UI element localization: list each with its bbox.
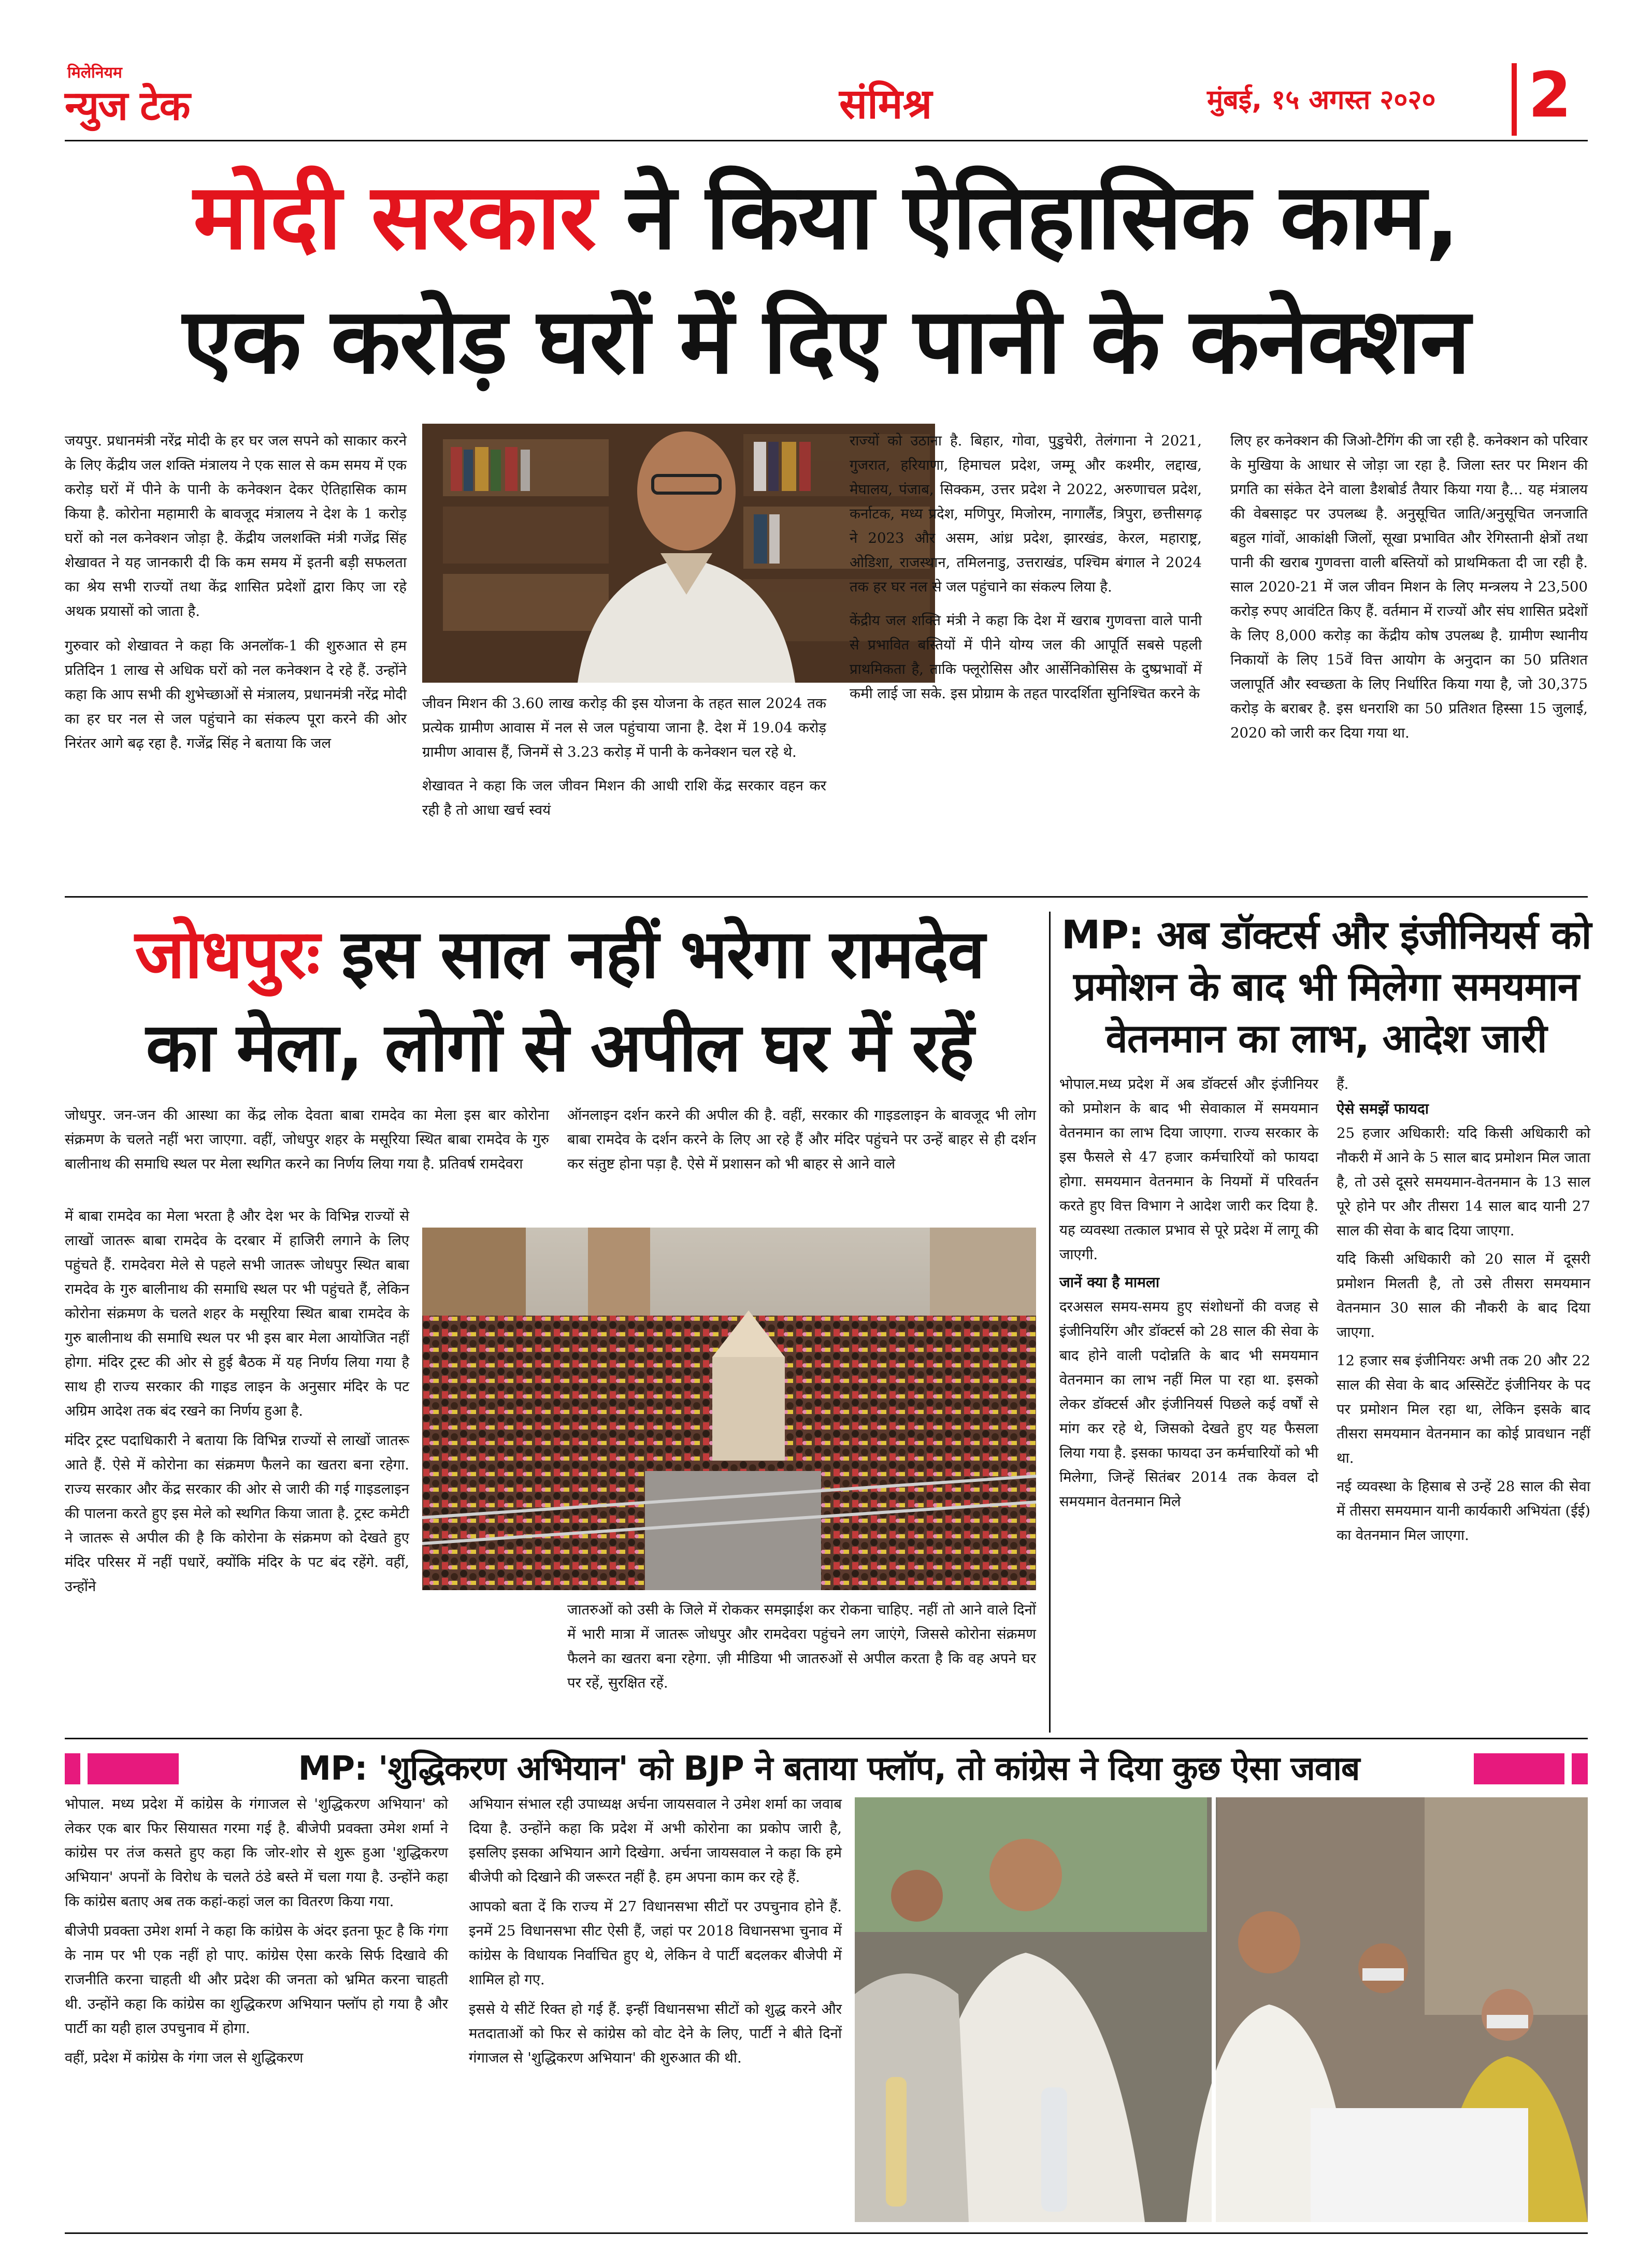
dateline: मुंबई, १५ अगस्त २०२० [1207, 84, 1436, 116]
story2-top-right: ऑनलाइन दर्शन करने की अपील की है. वहीं, सरकार की गाइडलाइन के बावजूद भी लोग बाबा रामदेव के दर्शन करने के लिए आ रहे हैं और मंदिर पहुंचने पर उन्हें बाहर से ही दर्शन कर संतुष्ट होना पड़ा है. ऐसे में प्रशासन को भी बाहर से आने वाले [567, 1107, 1036, 1172]
story4-col2-para2: आपको बता दें कि राज्य में 27 विधानसभा सीटों पर उपचुनाव होने हैं. इनमें 25 विधानसभा सीट ऐसी हैं, जहां पर 2018 विधानसभा चुनाव में कांग्रेस के विधायक निर्वाचित हुए थे, लेकिन वे पार्टी बदलकर बीजेपी में शामिल हो गए. [469, 1898, 842, 1988]
story1-col4 [1230, 429, 1588, 745]
story1-col1-para2: गुरुवार को शेखावत ने कहा कि अनलॉक-1 की शुरुआत से हम प्रतिदिन 1 लाख से अधिक घरों को नल कनेक्शन दे रहे हैं. उन्होंने कहा कि आप सभी की शुभेच्छाओं से मंत्रालय, प्रधानमंत्री नरेंद्र मोदी का हर घर नल से जल पहुंचाने का संकल्प पूरा करने की ओर निरंतर आगे बढ़ रहा है. गजेंद्र सिंह ने बताया कि जल [65, 638, 407, 752]
congress-leaders-art [855, 1797, 1588, 2222]
story3-col1-para2: दरअसल समय-समय हुए संशोधनों की वजह से इंजीनियरिंग और डॉक्टर्स को 28 साल की सेवा के बाद होने वाली पदोन्नति के बाद भी समयमान वेतनमान का लाभ नहीं मिल पा रहा था. इसको लेकर डॉक्टर्स और इंजीनियर्स पिछले कई वर्षों से मांग कर रहे थे, जिसको देखते हुए यह फैसला लिया गया है. इसका फायदा उन कर्मचारियों को भी मिलेगा, जिन्हें सितंबर 2014 तक केवल दो समयमान वेतनमान मिले [1059, 1299, 1318, 1510]
story4-col1-para3: वहीं, प्रदेश में कांग्रेस के गंगा जल से शुद्धिकरण [65, 2050, 304, 2066]
story1-col3 [850, 429, 1202, 706]
masthead-rule [65, 140, 1588, 141]
story2-top-left: जोधपुर. जन-जन की आस्था का केंद्र लोक देवता बाबा रामदेव का मेला इस बार कोरोना संक्रमण के चलते नहीं भरा जाएगा. वहीं, जोधपुर शहर के मसूरिया स्थित बाबा रामदेव के गुरु बालीनाथ की समाधि स्थल पर मेला स्थगित करने का निर्णय लिया गया है. प्रतिवर्ष रामदेवरा [65, 1107, 549, 1172]
story3-headline-line2: प्रमोशन के बाद भी मिलेगा समयमान [1073, 963, 1579, 1010]
story1-col1-para1: जयपुर. प्रधानमंत्री नरेंद्र मोदी के हर घर जल सपने को साकार करने के लिए केंद्रीय जल शक्ति मंत्रालय ने एक साल से कम समय में एक करोड़ घरों में पीने के पानी के कनेक्शन देकर ऐतिहासिक काम किया है. कोरोना महामारी के बावजूद मंत्रालय ने देश के 1 करोड़ घरों को नल कनेक्शन जोड़ा है. केंद्रीय जलशक्ति मंत्री गजेंद्र सिंह शेखावत ने यह जानकारी दी कि कम समय में इतनी बड़ी सफलता का श्रेय सभी राज्यों तथा केंद्र शासित प्रदेशों द्वारा किए जा रहे अथक प्रयासों को जाता है. [65, 432, 407, 619]
story4-col1 [65, 1792, 448, 2070]
story2-headline [78, 909, 1041, 1000]
story3-col2 [1337, 1072, 1590, 1548]
masthead [0, 0, 1652, 132]
story2-headline-red: जोधपुरः [135, 915, 319, 993]
story4-col1-para1: भोपाल. मध्य प्रदेश में कांग्रेस के गंगाजल से 'शुद्धिकरण अभियान' को लेकर एक बार फिर सियासत गरमा गई है. बीजेपी प्रवक्ता उमेश शर्मा ने कांग्रेस पर तंज कसते हुए कहा कि जोर-शोर से शुरू हुआ 'शुद्धिकरण अभियान' अपनों के विरोध के चलते ठंडे बस्ते में चला गया है. उन्होंने कहा कि कांग्रेस बताए अब तक कहां-कहां जल का वितरण किया गया. [65, 1796, 448, 1910]
story1-col3-para2: केंद्रीय जल शक्ति मंत्री ने कहा कि देश में खराब गुणवत्ता वाले पानी से प्रभावित बस्तियों में पीने योग्य जल की आपूर्ति सबसे पहली प्राथमिकता है, ताकि फ्लूरोसिस और आर्सेनिकोसिस के दुष्प्रभावों में कमी लाई जा सके. इस प्रोग्राम के तहत पारदर्शिता सुनिश्चित करने के [850, 612, 1202, 702]
story3-subhead1: जानें क्या है मामला [1059, 1274, 1160, 1291]
story1-col2-para2: शेखावत ने कहा कि जल जीवन मिशन की आधी राशि केंद्र सरकार वहन कर रही है तो आधा खर्च स्वयं [422, 777, 826, 818]
story1-headline-line2: एक करोड़ घरों में दिए पानी के कनेक्शन [182, 289, 1470, 394]
story1-divider [65, 896, 1588, 898]
story2-left-col [65, 1204, 409, 1599]
temple-crowd-photo [422, 1228, 1036, 1590]
story3-divider [65, 1738, 1588, 1739]
story1-col1 [65, 429, 407, 756]
temple-crowd-art [422, 1228, 1036, 1590]
story3-subhead2: ऐसे समझें फायदा [1337, 1100, 1429, 1117]
story4-col2-para1: अभियान संभाल रही उपाध्यक्ष अर्चना जायसवाल ने उमेश शर्मा का जवाब दिया है. उन्होंने कहा कि प्रदेश में अभी कोरोना का प्रकोप जारी है, इसलिए इसका अभियान आगे दिखेगा. अर्चना जायसवाल ने कहा कि हमे बीजेपी को दिखाने की जरूरत नहीं है. हम अपना काम कर रहे हैं. [469, 1796, 842, 1885]
section-name: संमिश्र [839, 80, 932, 128]
brand-small: मिलेनियम [67, 64, 122, 82]
page-bottom-rule [65, 2232, 1588, 2234]
story3-col1-para1: भोपाल.मध्य प्रदेश में अब डॉक्टर्स और इंजीनियर को प्रमोशन के बाद भी सेवाकाल में समयमान वेतनमान का लाभ दिया जाएगा. राज्य सरकार के इस फैसले से 47 हजार कर्मचारियों को फायदा होगा. समयमान वेतनमान के नियमों में परिवर्तन करते हुए वित्त विभाग ने आदेश जारी कर दिया है. यह व्यवस्था तत्काल प्रभाव से पूरे प्रदेश में लागू की जाएगी. [1059, 1076, 1318, 1263]
story4-pink-bar-right-gap [1564, 1753, 1572, 1784]
story4-pink-bar-left-gap [80, 1753, 88, 1784]
story3-col2-para2: यदि किसी अधिकारी को 20 साल में दूसरी प्रमोशन मिलती है, तो उसे तीसरा समयमान वेतनमान 30 साल की नौकरी के बाद दिया जाएगा. [1337, 1251, 1590, 1340]
page-number: 2 [1528, 60, 1572, 132]
story2-bottom-right: जातरुओं को उसी के जिले में रोककर समझाईश कर रोकना चाहिए. नहीं तो आने वाले दिनों में भारी मात्रा में जातरू जोधपुर और रामदेवरा पहुंचने लग जाएंगे, जिससे कोरोना संक्रमण फैलने का खतरा बना रहेगा. ज़ी मीडिया भी जातरुओं से अपील करता है कि वह अपने घर पर रहें, सुरक्षित रहें. [567, 1602, 1036, 1691]
story1-col2-para1: जीवन मिशन की 3.60 लाख करोड़ की इस योजना के तहत साल 2024 तक प्रत्येक ग्रामीण आवास में नल से जल पहुंचाया जाना है. देश में 19.04 करोड़ ग्रामीण आवास हैं, जिनमें से 3.23 करोड़ में पानी के कनेक्शन चल रहे थे. [422, 695, 826, 760]
brand-logo: न्युज टेक [65, 83, 190, 129]
story1-headline-rest: ने किया ऐतिहासिक काम, [595, 165, 1459, 270]
story4-col2-para3: इससे ये सीटें रिक्त हो गई हैं. इन्हीं विधानसभा सीटों को शुद्ध करने और मतदाताओं को फिर से कांग्रेस को वोट देने के लिए, पार्टी ने बीते दिनों गंगाजल से 'शुद्धिकरण अभियान' की शुरुआत की थी. [469, 2001, 842, 2066]
story2-left-para1: में बाबा रामदेव का मेला भरता है और देश भर के विभिन्न राज्यों से लाखों जातरू बाबा रामदेव के दरबार में हाजिरी लगाने के लिए पहुंचते हैं. रामदेवरा मेले से पहले सभी जातरू जोधपुर स्थित बाबा रामदेव के गुरु बालीनाथ की समाधि स्थल पर भी पहुंचते हैं, लेकिन कोरोना संक्रमण के चलते शहर के मसूरिया स्थित बाबा रामदेव के गुरु बालीनाथ की समाधि स्थल पर भी इस बार मेला आयोजित नहीं होगा. मंदिर ट्रस्ट की ओर से हुई बैठक में यह निर्णय लिया गया है साथ ही राज्य सरकार की गाइड लाइन के अनुसार मंदिर के पट अग्रिम आदेश तक बंद रखने का निर्णय हुआ है. [65, 1208, 409, 1419]
story2-left-para2: मंदिर ट्रस्ट पदाधिकारी ने बताया कि विभिन्न राज्यों से लाखों जातरू आते हैं. ऐसे में कोरोना का संक्रमण फैलने का खतरा बना रहेगा. राज्य सरकार और केंद्र सरकार की ओर से जारी की गई गाइडलाइन की पालना करते हुए इस मेले को स्थगित किया जाता है. ट्रस्ट कमेटी ने जातरू से अपील की है कि कोरोना के संक्रमण को देखते हुए मंदिर परिसर में नहीं पधारें, क्योंकि मंदिर के पट बंद रहेंगे. वहीं, उन्होंने [65, 1432, 409, 1595]
congress-leaders-photo [855, 1797, 1588, 2222]
story3-headline-line1: MP: अब डॉक्टर्स और इंजीनियर्स को [1061, 912, 1591, 958]
story4-col2 [469, 1792, 842, 2070]
story1-col2 [422, 691, 826, 823]
story2-headline-line2: का मेला, लोगों से अपील घर में रहें [146, 1008, 973, 1087]
story1-col4-para1: लिए हर कनेक्शन की जिओ-टैगिंग की जा रही है. कनेक्शन को परिवार के मुखिया के आधार से जोड़ा जा रहा है. जिला स्तर पर मिशन की प्रगति का संकेत देने वाला डैशबोर्ड तैयार किया गया है... यह मंत्रालय की वेबसाइट पर उपलब्ध है. अनुसूचित जाति/अनुसूचित जनजाति बहुल गांवों, आकांक्षी जिलों, सूखा प्रभावित और रेगिस्तानी क्षेत्रों तथा पानी की खराब गुणवत्ता वाली बस्तियों को प्राथमिकता दी जा रही है. साल 2020-21 में जल जीवन मिशन के लिए मन्त्रलय ने 23,500 करोड़ रुपए आवंटित किए हैं. वर्तमान में राज्यों और संघ शासित प्रदेशों के लिए 8,000 करोड़ का केंद्रीय कोष उपलब्ध है. ग्रामीण स्थानीय निकायों के लिए 15वें वित्त आयोग के अनुदान का 50 प्रतिशत जलापूर्ति और स्वच्छता के लिए निर्धारित किया गया है, जो 30,375 करोड़ के बराबर है. इस धनराशि का 50 प्रतिशत हिस्सा 15 जुलाई, 2020 को जारी कर दिया गया था. [1230, 432, 1588, 741]
story1-headline-red: मोदी सरकार [193, 165, 596, 270]
story3-col2-top: हैं. [1337, 1076, 1349, 1092]
story4-headline: MP: 'शुद्धिकरण अभियान' को BJP ने बताया फ्लॉप, तो कांग्रेस ने दिया कुछ ऐसा जवाब [298, 1750, 1360, 1788]
story3-col2-para4: नई व्यवस्था के हिसाब से उन्हें 28 साल की सेवा में तीसरा समयमान यानी कार्यकारी अभियंता (ईई) का वेतनमान मिल जाएगा. [1337, 1478, 1590, 1544]
story2-story3-divider [1049, 912, 1051, 1733]
story3-col2-para1: 25 हजार अधिकारी: यदि किसी अधिकारी को नौकरी में आने के 5 साल बाद प्रमोशन मिल जाता है, तो उसे दूसरे समयमान-वेतनमान के 13 साल पूरे होने पर और तीसरा 14 साल बाद यानी 27 साल की सेवा के बाद दिया जाएगा. [1337, 1125, 1590, 1239]
story3-headline-line3: वेतनमान का लाभ, आदेश जारी [1105, 1015, 1547, 1061]
story3-col1 [1059, 1072, 1318, 1514]
story3-headline [1057, 909, 1596, 1064]
story1-headline [0, 158, 1652, 277]
story1-col3-para1: राज्यों को उठाना है. बिहार, गोवा, पुडुचेरी, तेलंगाना ने 2021, गुजरात, हरियाणा, हिमाचल प्रदेश, जम्मू और कश्मीर, लद्दाख, मेघालय, पंजाब, सिक्कम, उत्तर प्रदेश ने 2022, अरुणाचल प्रदेश, कर्नाटक, मध्य प्रदेश, मणिपुर, मिजोरम, नागालैंड, त्रिपुरा, छत्तीसगढ़ ने 2023 और असम, आंध्र प्रदेश, झारखंड, केरल, महाराष्ट्र, ओडिशा, राजस्थान, तमिलनाडु, उत्तराखंड, पश्चिम बंगाल ने 2024 तक हर घर नल से जल पहुंचाने का संकल्प लिया है. [850, 432, 1202, 595]
story4-col1-para2: बीजेपी प्रवक्ता उमेश शर्मा ने कहा कि कांग्रेस के अंदर इतना फूट है कि गंगा के नाम पर भी एक नहीं हो पाए. कांग्रेस ऐसा करके सिर्फ दिखावे की राजनीति करना चाहती थी और प्रदेश की जनता को भ्रमित करना चाहती थी. उन्होंने कहा कि कांग्रेस का शुद्धिकरण अभियान फ्लॉप हो गया है और पार्टी का यही हाल उपचुनाव में होगा. [65, 1923, 448, 2037]
story3-col2-para3: 12 हजार सब इंजीनियरः अभी तक 20 और 22 साल की सेवा के बाद अस्सिटेंट इंजीनियर के पद पर प्रमोशन मिल रहा था, लेकिन इसके बाद तीसरा समयमान वेतनमान का कोई प्रावधान नहीं था. [1337, 1352, 1590, 1466]
story2-headline-rest: इस साल नहीं भरेगा रामदेव [319, 915, 984, 993]
page-number-bar [1512, 63, 1517, 136]
